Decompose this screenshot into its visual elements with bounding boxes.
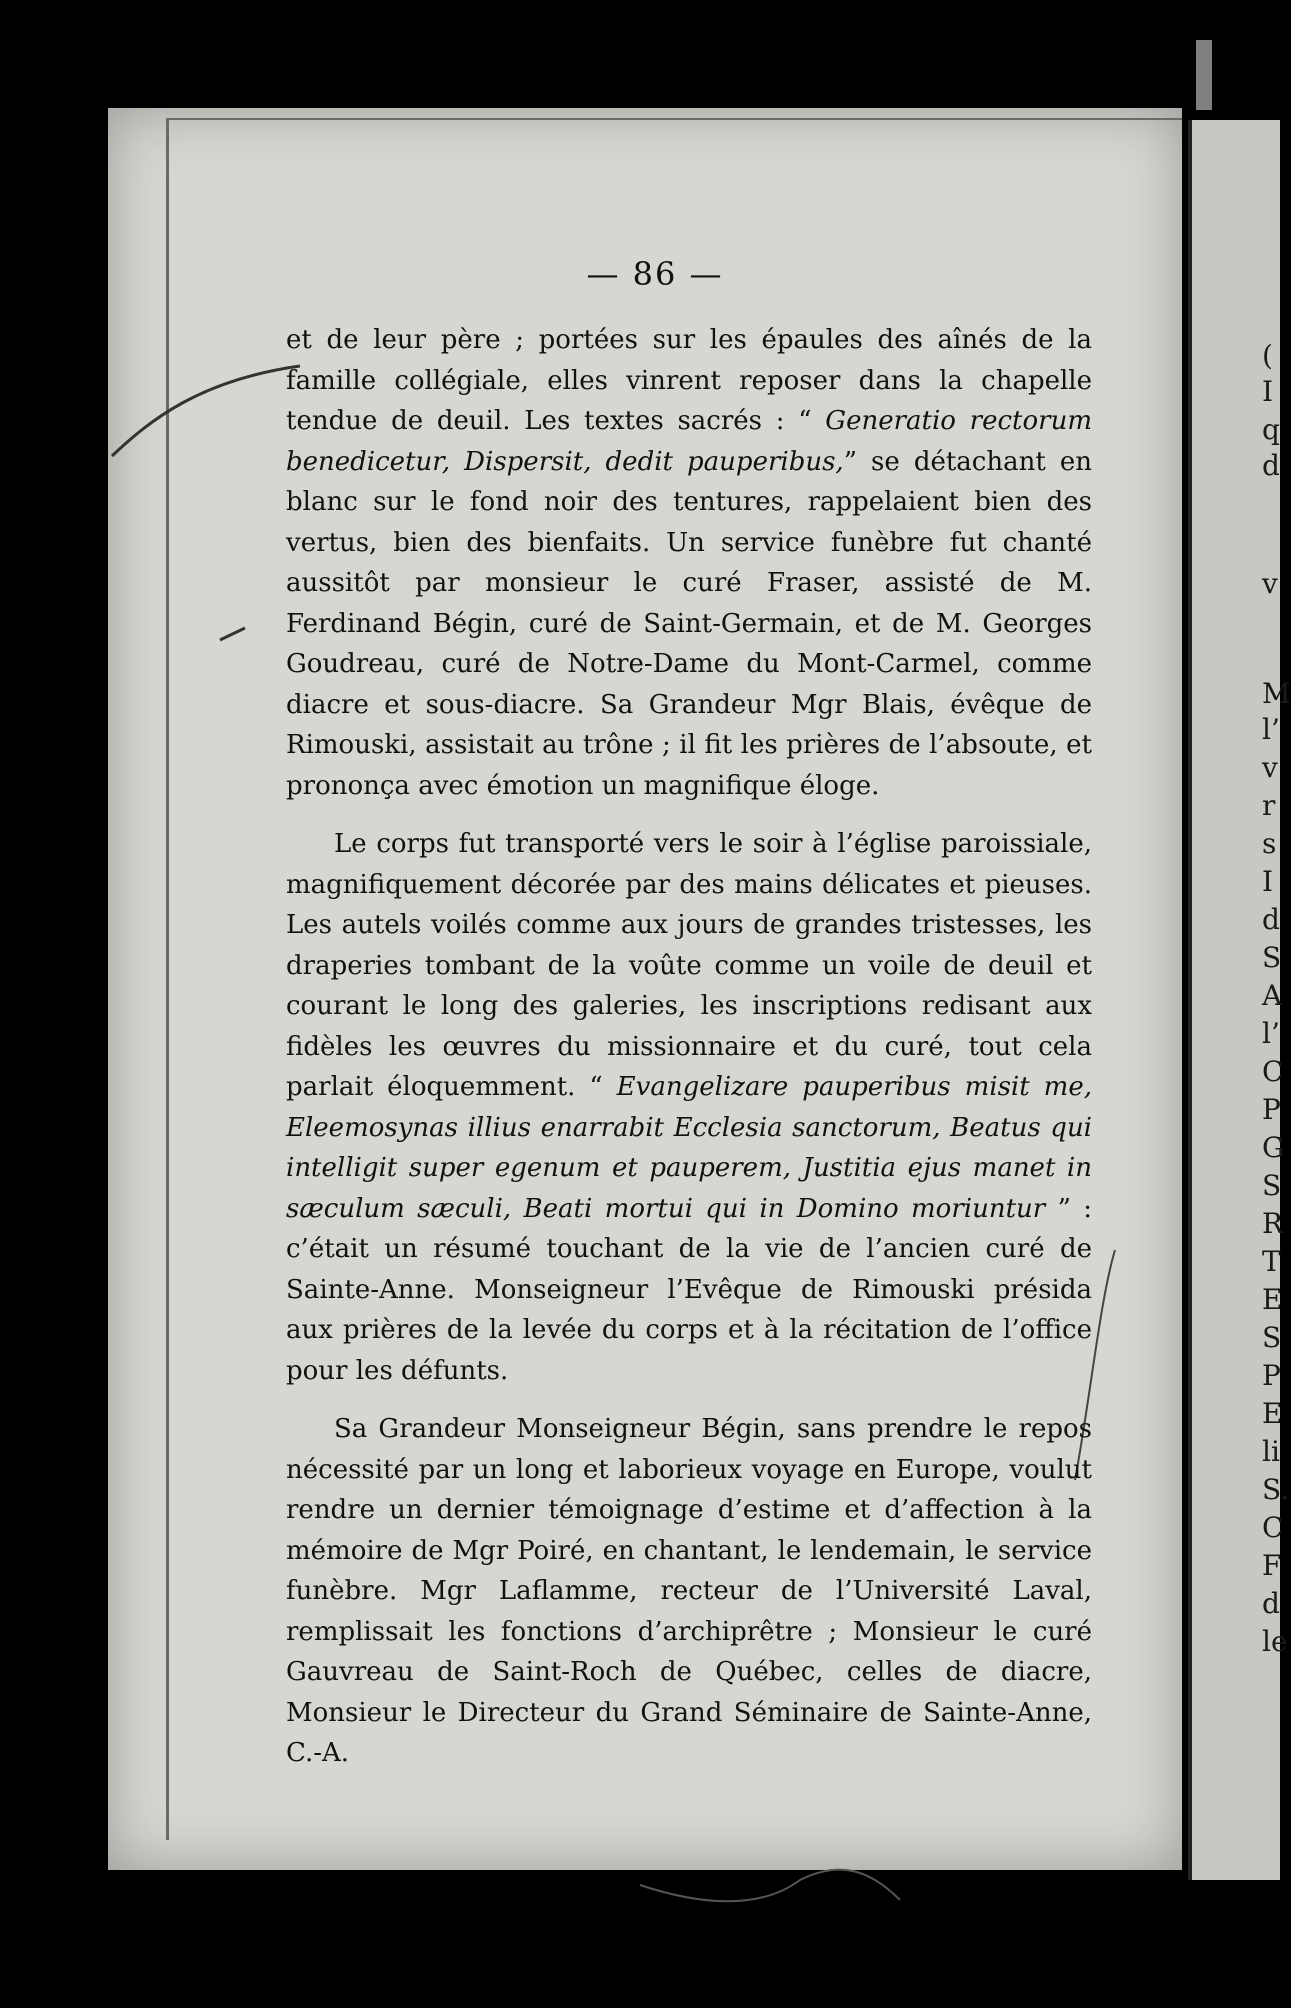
adjacent-letter: P	[1262, 1093, 1281, 1126]
adjacent-letter: q	[1262, 413, 1280, 446]
bottom-pen-curve	[640, 1870, 900, 1902]
adjacent-letter: E	[1262, 1283, 1283, 1316]
text-segment: Sa Grandeur Monseigneur Bégin, sans prendre le repos nécessité par un long et laborieux voyage en Europe, voulut rendre un dernier témoignage d’estime et d’affection à la mémoire de Mgr Poiré, en chantant, le lendemain, le service funèbre. Mgr Laflamme, recteur de l’Université Laval, remplissait les fonctions d’archiprêtre ; Monsieur le curé Gauvreau de Saint-Roch de Québec, celles de diacre, Monsieur le Directeur du Grand Séminaire de Sainte-Anne, C.-A.	[286, 1414, 1092, 1768]
latin-quote: Evangelizare pauperibus misit me, Eleemosynas illius enarrabit Ecclesia sanctorum, Beatus qui intelligit super egenum et pauperem, Justitia ejus manet in sæculum sæculi, Beati mortui qui in Domino moriuntur	[286, 1072, 1092, 1224]
adjacent-letter: d	[1262, 903, 1280, 936]
adjacent-letter: R	[1262, 1207, 1284, 1240]
paragraph	[286, 320, 1092, 806]
adjacent-letter: I	[1262, 865, 1274, 898]
adjacent-letter: d	[1262, 449, 1280, 482]
adjacent-letter: I	[1262, 375, 1274, 408]
adjacent-letter: (	[1262, 339, 1273, 372]
adjacent-page	[1188, 120, 1291, 1880]
adjacent-letter: C	[1262, 1055, 1284, 1088]
adjacent-letter: li	[1262, 1435, 1280, 1468]
page-number: — 86 —	[586, 255, 724, 293]
adjacent-letter: M	[1262, 677, 1291, 710]
text-segment: Le corps fut transporté vers le soir à l’église paroissiale, magnifiquement décorée par des mains délicates et pieuses. Les autels voilés comme aux jours de grandes tristesses, les draperies tombant de la voûte comme un voile de deuil et courant le long des galeries, les inscriptions redisant aux fidèles les œuvres du missionnaire et du curé, tout cela parlait éloquemment. “	[286, 829, 1092, 1102]
adjacent-letter: v	[1262, 567, 1278, 600]
adjacent-letter: S.	[1262, 1473, 1290, 1506]
adjacent-letter: l’	[1262, 1017, 1280, 1050]
body-text	[286, 320, 1092, 1792]
adjacent-letter: G	[1262, 1131, 1285, 1164]
text-segment: ” : c’était un résumé touchant de la vie de l’ancien curé de Sainte-Anne. Monseigneur l’Evêque de Rimouski présida aux prières de la levée du corps et à la récitation de l’office pour les défunts.	[286, 1193, 1092, 1386]
adjacent-letter: v	[1262, 751, 1278, 784]
adjacent-letter: S	[1262, 1169, 1282, 1202]
adjacent-letter: C	[1262, 1511, 1284, 1544]
adjacent-letter: r	[1262, 789, 1276, 822]
paragraph	[286, 824, 1092, 1391]
adjacent-page-edge	[1188, 120, 1192, 1880]
adjacent-letter: S	[1262, 1321, 1282, 1354]
text-segment: et de leur père ; portées sur les épaules des aînés de la famille collégiale, elles vinrent reposer dans la chapelle tendue de deuil. Les textes sacrés : “	[286, 325, 1092, 436]
adjacent-letter: E	[1262, 1397, 1283, 1430]
latin-quote: Generatio rectorum benedicetur, Dispersit, dedit pauperibus,	[286, 406, 1092, 477]
adjacent-letter: l’	[1262, 713, 1280, 746]
adjacent-letter: s	[1262, 827, 1277, 860]
text-segment: ” se détachant en blanc sur le fond noir des tentures, rappelaient bien des vertus, bien des bienfaits. Un service funèbre fut chanté aussitôt par monsieur le curé Fraser, assisté de M. Ferdinand Bégin, curé de Saint-Germain, et de M. Georges Goudreau, curé de Notre-Dame du Mont-Carmel, comme diacre et sous-diacre. Sa Grandeur Mgr Blais, évêque de Rimouski, assistait au trône ; il fit les prières de l’absoute, et prononça avec émotion un magnifique éloge.	[286, 446, 1092, 801]
paragraph	[286, 1409, 1092, 1774]
adjacent-letter: d	[1262, 1587, 1280, 1620]
adjacent-letter: S	[1262, 941, 1282, 974]
adjacent-letter: A	[1262, 979, 1283, 1012]
adjacent-letter: P	[1262, 1359, 1281, 1392]
scan-edge-notch	[1196, 40, 1212, 110]
adjacent-letter: le	[1262, 1625, 1288, 1658]
adjacent-letter: F	[1262, 1549, 1282, 1582]
adjacent-letter: T	[1262, 1245, 1281, 1278]
